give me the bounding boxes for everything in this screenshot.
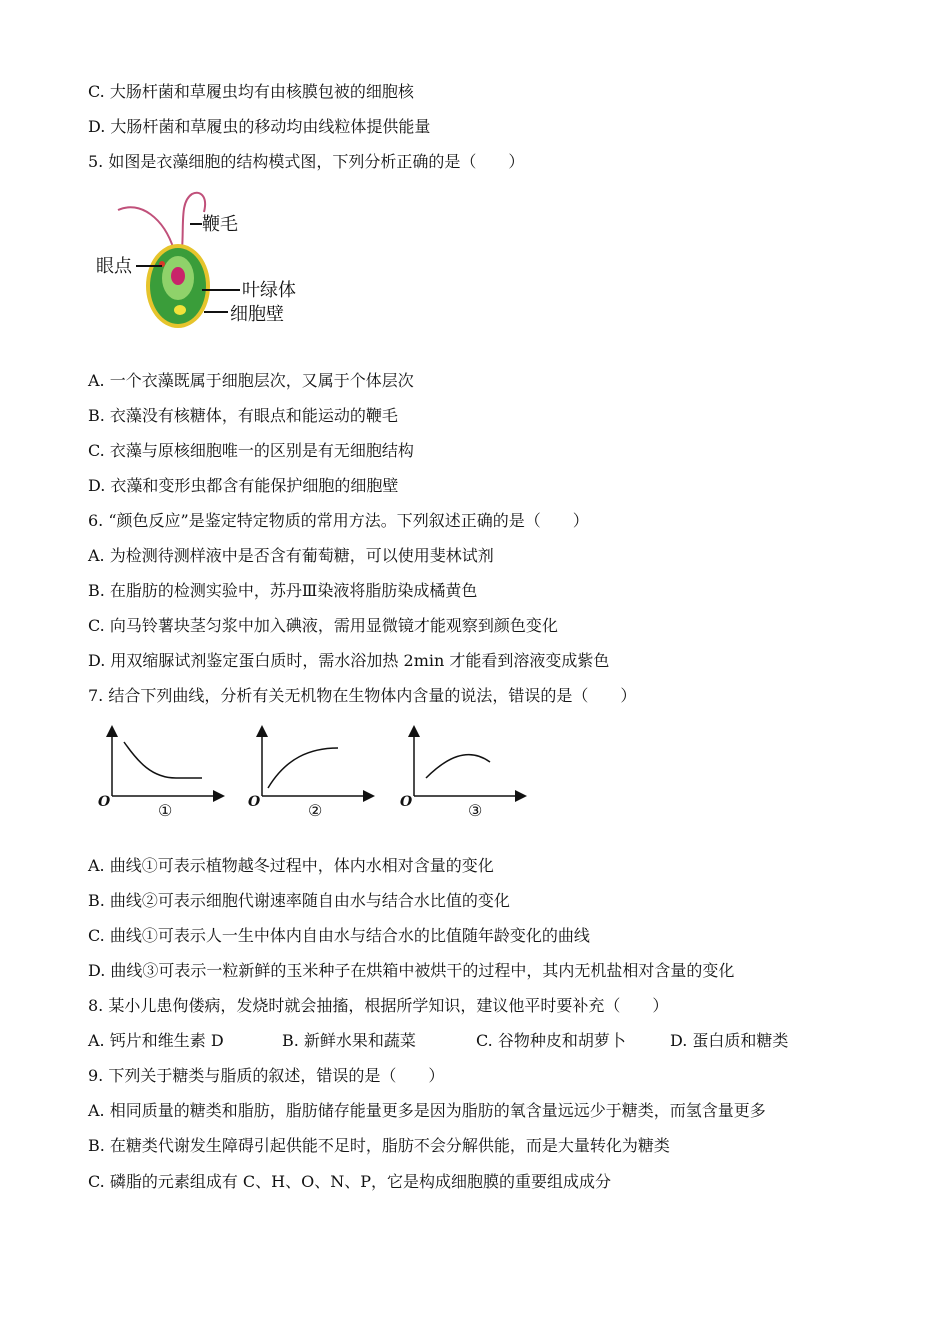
pyrenoid-shape xyxy=(174,305,186,315)
graph-1-origin: O xyxy=(98,794,111,810)
graph-3 xyxy=(400,728,524,820)
chlamydomonas-figure xyxy=(92,188,312,348)
q7-option-d: D. 曲线③可表示一粒新鲜的玉米种子在烘箱中被烘干的过程中，其内无机盐相对含量的变化 xyxy=(88,961,735,980)
graph-1 xyxy=(98,728,222,820)
curves-figure xyxy=(90,718,540,828)
q8-option-c: C. 谷物种皮和胡萝卜 xyxy=(476,1031,626,1050)
q4-option-d: D. 大肠杆菌和草履虫的移动均由线粒体提供能量 xyxy=(88,117,431,136)
curve-2 xyxy=(268,748,338,788)
q8-option-d: D. 蛋白质和糖类 xyxy=(670,1031,789,1050)
q6-option-b: B. 在脂肪的检测实验中，苏丹Ⅲ染液将脂肪染成橘黄色 xyxy=(88,581,478,600)
q4-option-c: C. 大肠杆菌和草履虫均有由核膜包被的细胞核 xyxy=(88,82,414,101)
q9-option-a: A. 相同质量的糖类和脂肪，脂肪储存能量更多是因为脂肪的氧含量远远少于糖类，而氢含量更多 xyxy=(88,1101,766,1120)
graph-2-origin: O xyxy=(248,794,261,810)
q6-stem: 6. “颜色反应”是鉴定特定物质的常用方法。下列叙述正确的是（ ） xyxy=(88,511,589,530)
graph-3-number: ③ xyxy=(468,801,483,820)
q6-option-a: A. 为检测待测样液中是否含有葡萄糖，可以使用斐林试剂 xyxy=(88,546,494,565)
graph-2 xyxy=(248,728,372,820)
q5-option-d: D. 衣藻和变形虫都含有能保护细胞的细胞壁 xyxy=(88,476,399,495)
flagellum-left xyxy=(118,207,174,250)
q7-option-a: A. 曲线①可表示植物越冬过程中，体内水相对含量的变化 xyxy=(88,856,494,875)
q5-stem: 5. 如图是衣藻细胞的结构模式图，下列分析正确的是（ ） xyxy=(88,152,525,171)
q5-option-a: A. 一个衣藻既属于细胞层次，又属于个体层次 xyxy=(88,371,414,390)
q8-option-a: A. 钙片和维生素 D xyxy=(88,1031,224,1050)
curve-1 xyxy=(124,742,202,778)
q5-option-b: B. 衣藻没有核糖体，有眼点和能运动的鞭毛 xyxy=(88,406,398,425)
q9-option-b: B. 在糖类代谢发生障碍引起供能不足时，脂肪不会分解供能，而是大量转化为糖类 xyxy=(88,1136,670,1155)
curve-3 xyxy=(426,755,490,778)
graph-2-number: ② xyxy=(308,801,323,820)
nucleus-shape xyxy=(171,267,185,285)
label-eyespot: 眼点 xyxy=(96,256,132,277)
q7-option-b: B. 曲线②可表示细胞代谢速率随自由水与结合水比值的变化 xyxy=(88,891,510,910)
graph-3-origin: O xyxy=(400,794,413,810)
graph-1-number: ① xyxy=(158,801,173,820)
label-cellwall: 细胞壁 xyxy=(230,304,284,325)
label-chloroplast: 叶绿体 xyxy=(242,280,296,301)
q8-stem: 8. 某小儿患佝偻病，发烧时就会抽搐，根据所学知识，建议他平时要补充（ ） xyxy=(88,996,669,1015)
q9-option-c: C. 磷脂的元素组成有 C、H、O、N、P，它是构成细胞膜的重要组成成分 xyxy=(88,1172,612,1191)
q6-option-d: D. 用双缩脲试剂鉴定蛋白质时，需水浴加热 2min 才能看到溶液变成紫色 xyxy=(88,651,610,670)
q7-stem: 7. 结合下列曲线，分析有关无机物在生物体内含量的说法，错误的是（ ） xyxy=(88,686,637,705)
q8-option-b: B. 新鲜水果和蔬菜 xyxy=(282,1031,416,1050)
q9-stem: 9. 下列关于糖类与脂质的叙述，错误的是（ ） xyxy=(88,1066,445,1085)
q6-option-c: C. 向马铃薯块茎匀浆中加入碘液，需用显微镜才能观察到颜色变化 xyxy=(88,616,558,635)
q7-option-c: C. 曲线①可表示人一生中体内自由水与结合水的比值随年龄变化的曲线 xyxy=(88,926,590,945)
label-flagella: 鞭毛 xyxy=(202,214,238,235)
q5-option-c: C. 衣藻与原核细胞唯一的区别是有无细胞结构 xyxy=(88,441,414,460)
